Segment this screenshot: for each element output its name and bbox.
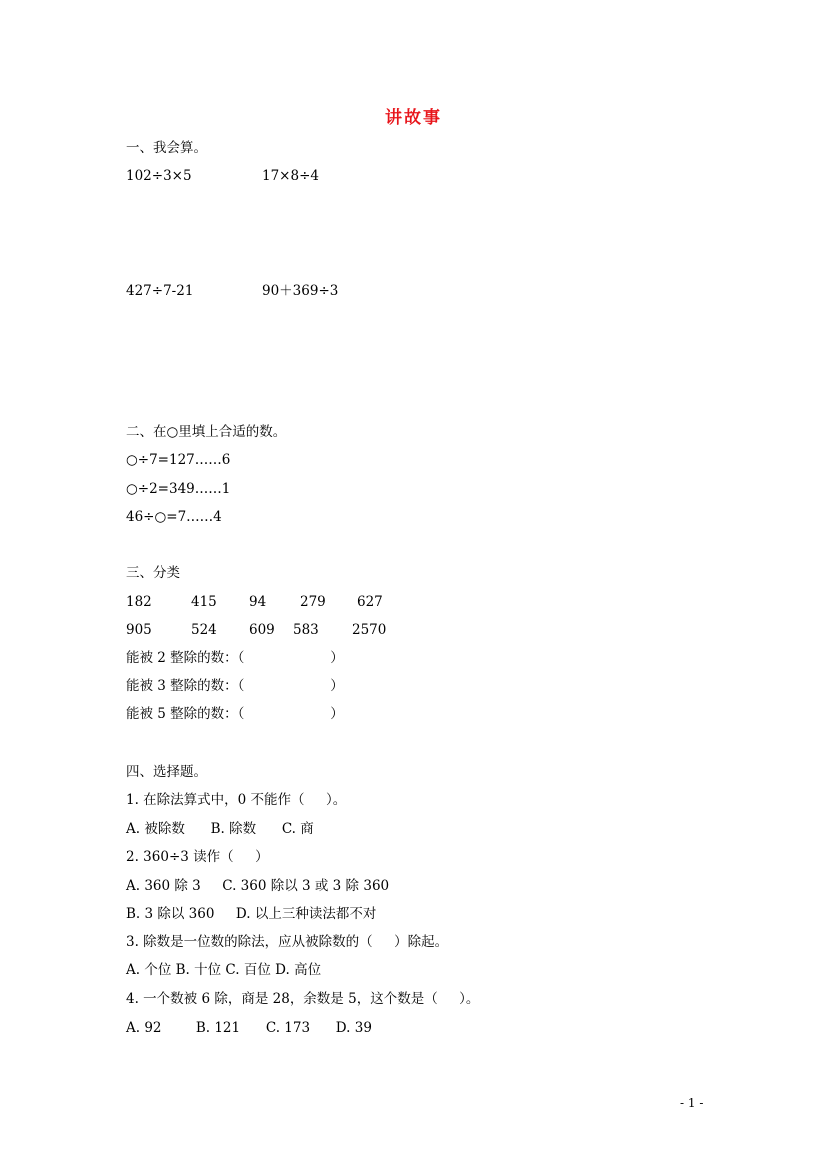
- number: 627: [357, 594, 383, 610]
- expression: 90＋369÷3: [262, 283, 339, 299]
- section-1-heading: 一、我会算。: [126, 140, 207, 156]
- question-line: 3. 除数是一位数的除法，应从被除数的（ ）除起。: [126, 934, 449, 950]
- section-3-heading: 三、分类: [126, 565, 180, 581]
- question-line: 4. 一个数被 6 除，商是 28，余数是 5，这个数是（ ）。: [126, 991, 480, 1007]
- number: 905: [126, 622, 152, 638]
- fill-item: 46÷○=7……4: [126, 509, 222, 525]
- number: 2570: [352, 622, 387, 638]
- fill-item: ○÷7=127……6: [126, 452, 231, 468]
- question-line: A. 360 除 3 C. 360 除以 3 或 3 除 360: [126, 878, 390, 894]
- number: 279: [300, 594, 326, 610]
- expression: 427÷7-21: [126, 283, 194, 299]
- fill-item: ○÷2=349……1: [126, 481, 231, 497]
- question-line: A. 被除数 B. 除数 C. 商: [126, 821, 314, 837]
- section-2-heading: 二、在○里填上合适的数。: [126, 424, 287, 440]
- number: 415: [191, 594, 217, 610]
- question-line: A. 92 B. 121 C. 173 D. 39: [126, 1020, 372, 1036]
- expression: 102÷3×5: [126, 168, 192, 184]
- number: 609: [249, 622, 275, 638]
- question-line: B. 3 除以 360 D. 以上三种读法都不对: [126, 906, 377, 922]
- number: 182: [126, 594, 152, 610]
- question-line: 1. 在除法算式中，0 不能作（ ）。: [126, 792, 347, 808]
- number: 583: [293, 622, 319, 638]
- page-title: 讲故事: [385, 108, 442, 128]
- number: 524: [191, 622, 217, 638]
- answer-line: 能被 2 整除的数：（ ）: [126, 650, 344, 666]
- answer-line: 能被 3 整除的数：（ ）: [126, 678, 344, 694]
- answer-line: 能被 5 整除的数：（ ）: [126, 706, 344, 722]
- expression: 17×8÷4: [262, 168, 319, 184]
- question-line: 2. 360÷3 读作（ ）: [126, 849, 269, 865]
- number: 94: [249, 594, 267, 610]
- page-number: - 1 -: [680, 1096, 704, 1110]
- section-4-heading: 四、选择题。: [126, 764, 207, 780]
- question-line: A. 个位 B. 十位 C. 百位 D. 高位: [126, 962, 322, 978]
